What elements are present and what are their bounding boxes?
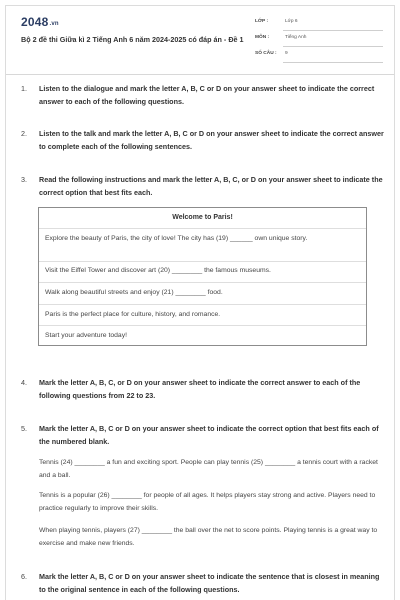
meta-divider: [283, 62, 383, 63]
passage-paragraph: Tennis is a popular (26) ________ for people of all ages. It helps players stay strong and active. Players need to practice regularly to improve their skills.: [39, 492, 376, 512]
meta-class-value: Lớp 6: [285, 19, 298, 24]
reading-line: Start your adventure today!: [45, 332, 127, 339]
passage-paragraph: When playing tennis, players (27) ________ the ball over the net to score points. Playing tennis is a great way to exercise and make new friends.: [39, 527, 378, 547]
meta-count-value: 9: [285, 51, 288, 56]
box-divider: [39, 325, 366, 326]
box-divider: [39, 282, 366, 283]
passage-paragraph: Tennis (24) ________ a fun and exciting sport. People can play tennis (25) ________ a tennis court with a racket and a ball.: [39, 459, 378, 479]
meta-divider: [283, 46, 383, 47]
reading-box: [38, 207, 367, 346]
question-text: Mark the letter A, B, C or D on your answer sheet to indicate the sentence that is closest in meaning to the original sentence in each of the following questions.: [39, 572, 380, 594]
reading-box-title: Welcome to Paris!: [172, 214, 233, 221]
question-text: Mark the letter A, B, C or D on your answer sheet to indicate the correct option that best fits each of the numbered blank.: [39, 424, 379, 446]
meta-subject: [255, 33, 383, 47]
question-text: Mark the letter A, B, C, or D on your answer sheet to indicate the correct answer to each of the following questions from 22 to 23.: [39, 378, 361, 400]
meta-class: [255, 17, 383, 31]
box-divider: [39, 261, 366, 262]
reading-line: Paris is the perfect place for culture, history, and romance.: [45, 311, 221, 318]
document-title: Bộ 2 đề thi Giữa kì 2 Tiếng Anh 6 năm 2024-2025 có đáp án - Đề 1: [21, 35, 244, 44]
meta-class-label: LỚP :: [255, 19, 269, 24]
reading-line: Walk along beautiful streets and enjoy (21) ________ food.: [45, 289, 223, 296]
question-text: Read the following instructions and mark the letter A, B, C, or D on your answer sheet to indicate the correct option that best fits each.: [39, 175, 383, 197]
logo-text: 2048: [21, 15, 49, 29]
logo-tld: .vn: [49, 21, 59, 27]
site-logo[interactable]: [21, 15, 59, 29]
question-number: 5.: [21, 424, 27, 433]
question-text: Listen to the dialogue and mark the letter A, B, C or D on your answer sheet to indicate the correct answer to each of the following questions.: [39, 84, 375, 106]
page-header: [6, 6, 394, 75]
meta-count-label: SỐ CÂU :: [255, 51, 277, 56]
question-number: 2.: [21, 129, 27, 138]
meta-count: [255, 49, 383, 63]
box-divider: [39, 304, 366, 305]
meta-divider: [283, 30, 383, 31]
reading-line: Visit the Eiffel Tower and discover art (20) ________ the famous museums.: [45, 267, 271, 274]
meta-subject-label: MÔN :: [255, 35, 270, 40]
question-number: 1.: [21, 84, 27, 93]
question-number: 4.: [21, 378, 27, 387]
question-text: Listen to the talk and mark the letter A, B, C or D on your answer sheet to indicate the correct answer to complete each of the following sentences.: [39, 129, 384, 151]
question-number: 6.: [21, 572, 27, 581]
box-divider: [39, 228, 366, 229]
reading-line: Explore the beauty of Paris, the city of love! The city has (19) ______ own unique story.: [45, 235, 308, 242]
question-number: 3.: [21, 175, 27, 184]
meta-subject-value: Tiếng Anh: [285, 35, 307, 40]
exam-page: [5, 5, 395, 600]
